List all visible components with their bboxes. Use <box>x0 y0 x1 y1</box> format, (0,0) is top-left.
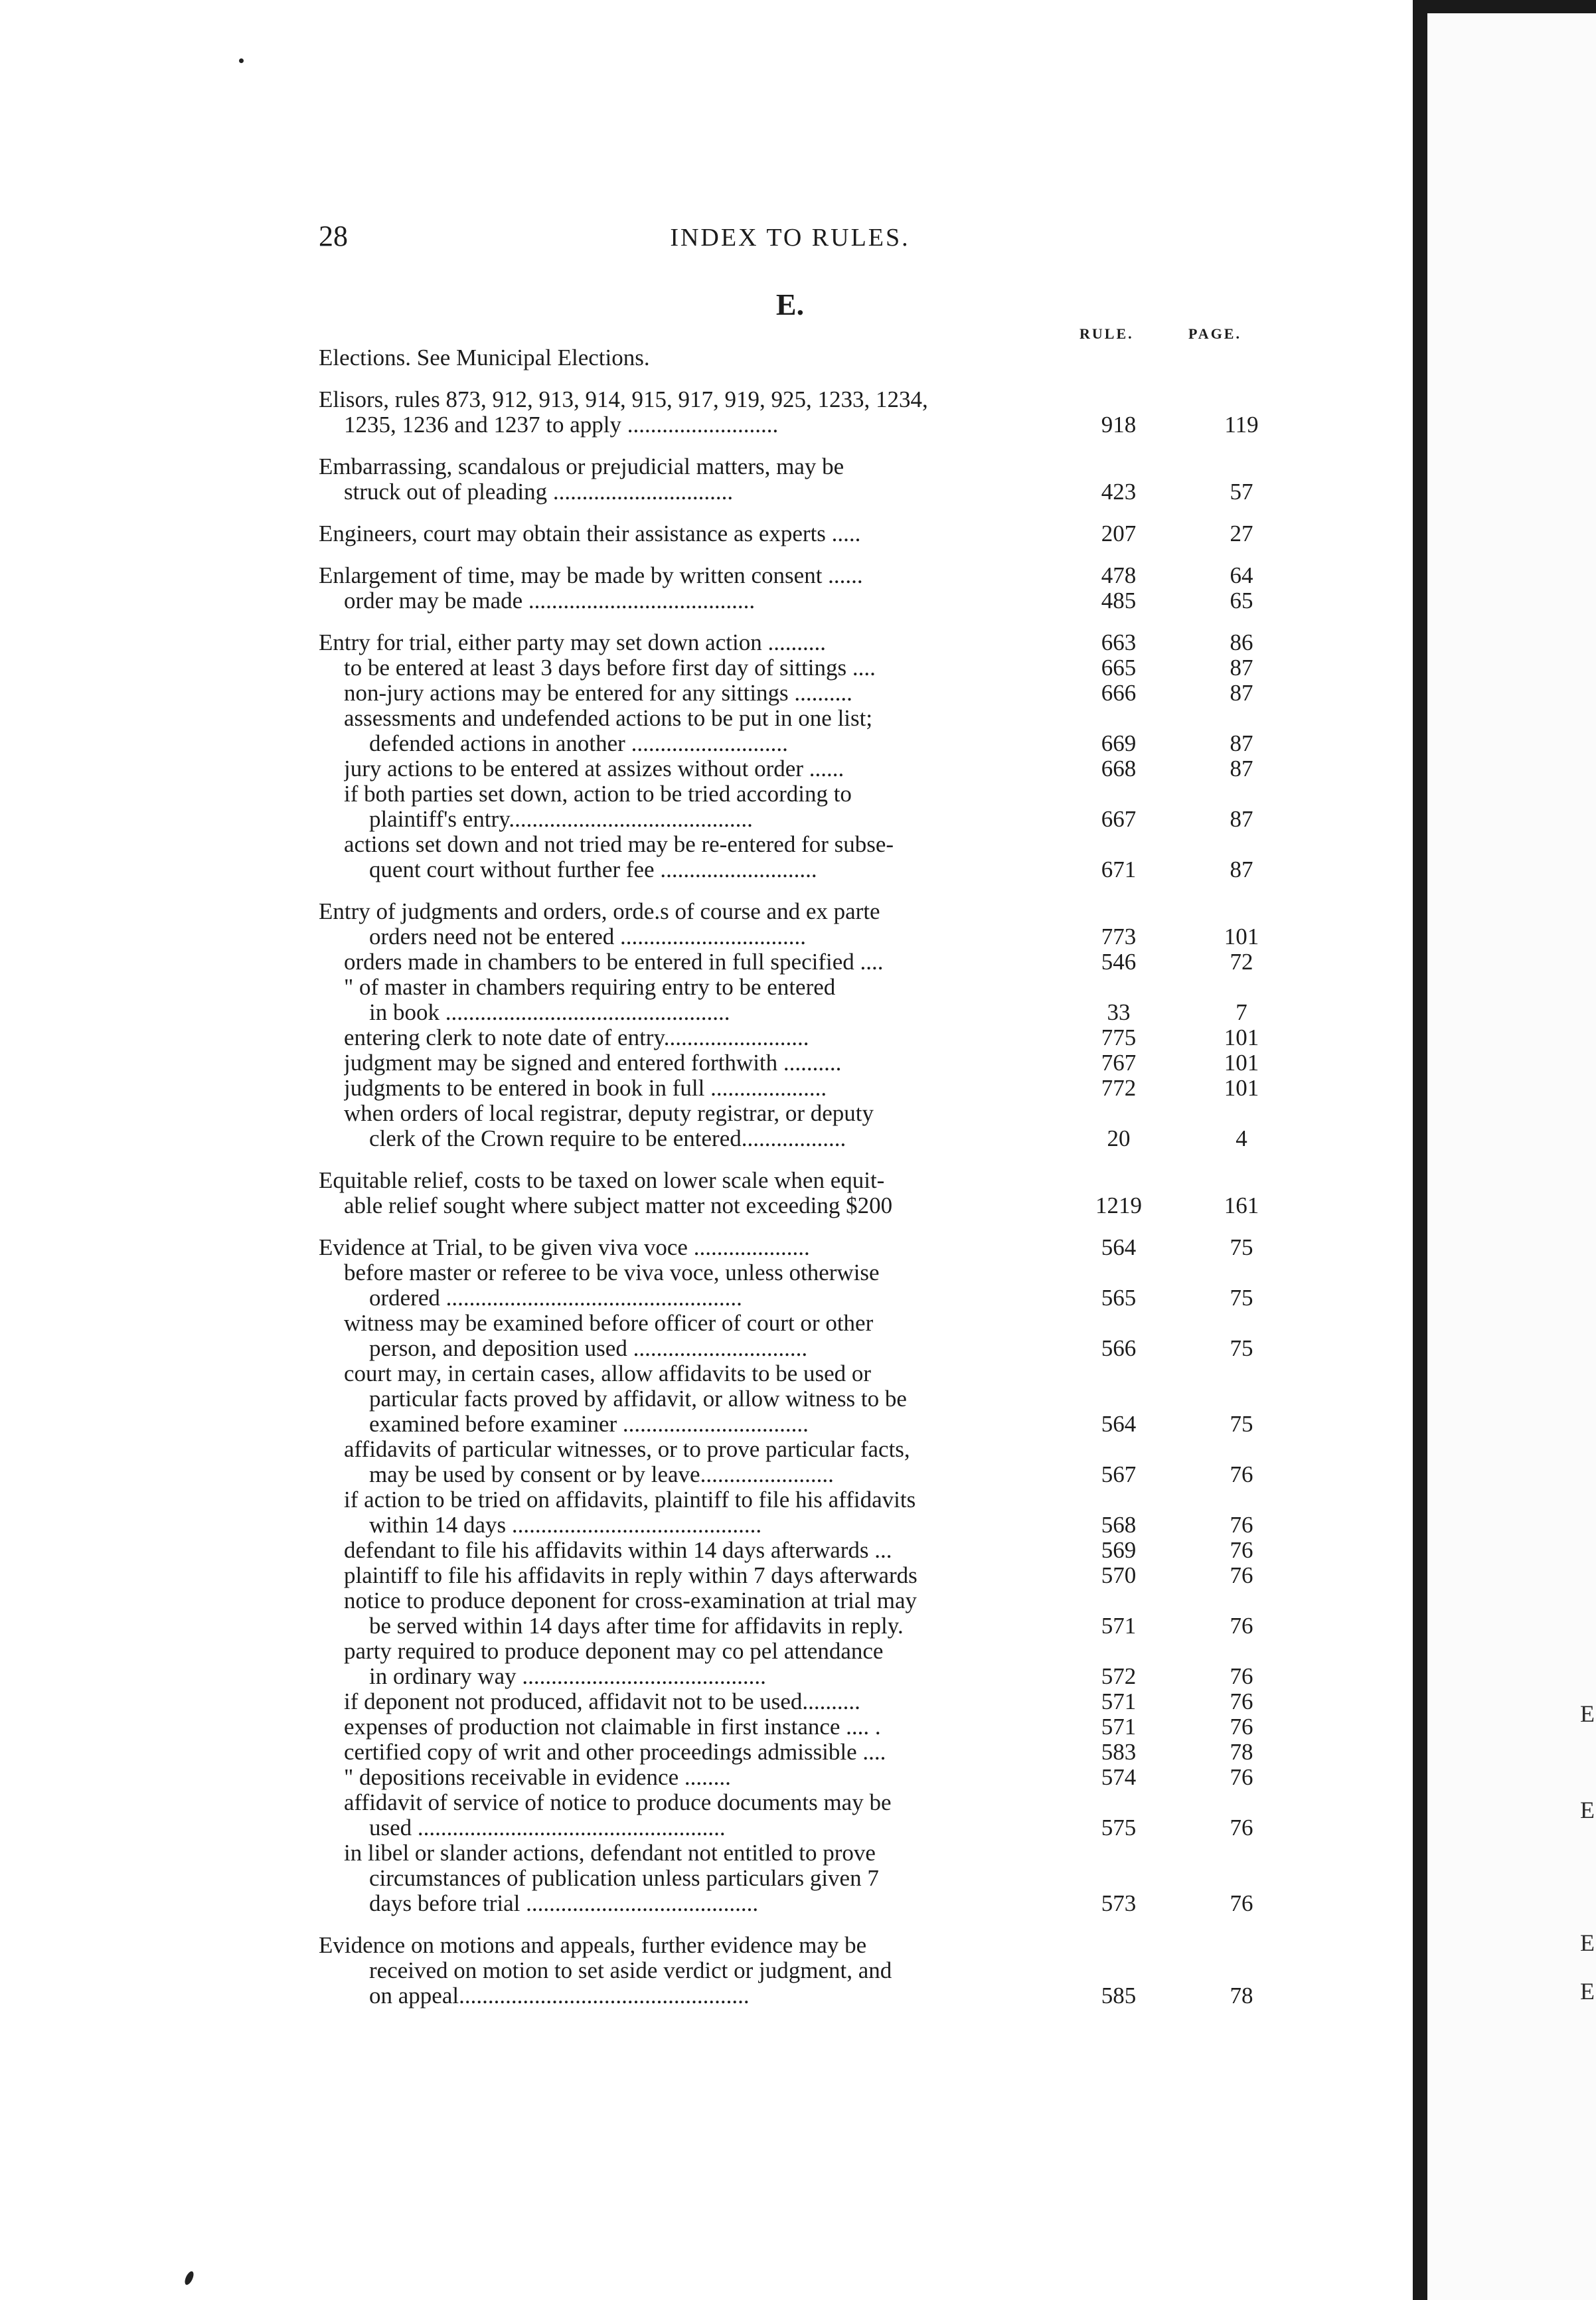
entry-text: clerk of the Crown require to be entered.................. <box>369 1126 846 1151</box>
index-line <box>319 1588 1275 1613</box>
page-number: 28 <box>319 220 348 252</box>
rule-number: 566 <box>1101 1335 1137 1361</box>
entry-text: defended actions in another ........................... <box>369 731 788 756</box>
rule-number: 671 <box>1101 857 1137 882</box>
index-line <box>319 1765 1275 1790</box>
index-entries <box>319 345 1275 2025</box>
adjacent-page-letter: E <box>1580 1978 1595 2005</box>
page-reference: 87 <box>1230 730 1253 756</box>
index-line <box>319 1311 1275 1336</box>
entry-text: before master or referee to be viva voce, unless otherwise <box>344 1260 880 1285</box>
entry-text: Elections. See Municipal Elections. <box>319 345 650 370</box>
index-line <box>319 655 1275 681</box>
index-line <box>319 781 1275 807</box>
index-line <box>319 630 1275 655</box>
index-line <box>319 832 1275 857</box>
index-line <box>319 1126 1275 1151</box>
entry-text: orders made in chambers to be entered in full specified .... <box>344 949 884 975</box>
rule-number: 669 <box>1101 730 1137 756</box>
index-line <box>319 1664 1275 1689</box>
entry-text: in book ................................................. <box>369 1000 730 1025</box>
entry-text: examined before examiner ................................ <box>369 1412 809 1437</box>
entry-text: expenses of production not claimable in first instance .... . <box>344 1714 881 1740</box>
page-reference: 76 <box>1230 1815 1253 1841</box>
entry-text: days before trial ........................................ <box>369 1891 759 1916</box>
entry-text: Entry for trial, either party may set down action .......... <box>319 630 826 655</box>
page-reference: 101 <box>1224 1025 1259 1050</box>
index-line <box>319 1487 1275 1513</box>
rule-number: 478 <box>1101 562 1137 588</box>
rule-number: 571 <box>1101 1714 1137 1740</box>
rule-number: 773 <box>1101 924 1137 949</box>
rule-number: 666 <box>1101 680 1137 706</box>
entry-text: witness may be examined before officer of court or other <box>344 1311 874 1336</box>
page-reference: 72 <box>1230 949 1253 975</box>
index-line <box>319 563 1275 588</box>
rule-number: 33 <box>1107 999 1131 1025</box>
page-reference: 87 <box>1230 857 1253 882</box>
rule-number: 668 <box>1101 756 1137 781</box>
index-line <box>319 1462 1275 1487</box>
entry-text: when orders of local registrar, deputy registrar, or deputy <box>344 1101 874 1126</box>
index-entry <box>319 454 1275 505</box>
page-column-header: PAGE. <box>1188 325 1241 342</box>
entry-text: plaintiff's entry.......................................... <box>369 807 753 832</box>
index-entry <box>319 345 1275 370</box>
entry-text: Engineers, court may obtain their assistance as experts ..... <box>319 521 861 546</box>
index-line <box>319 1235 1275 1260</box>
page-reference: 76 <box>1230 1461 1253 1487</box>
index-line <box>319 1101 1275 1126</box>
index-line <box>319 1050 1275 1076</box>
index-line <box>319 1958 1275 1983</box>
page-reference: 119 <box>1224 412 1259 438</box>
entry-text: judgment may be signed and entered forthwith .......... <box>344 1050 842 1076</box>
page-reference: 75 <box>1230 1335 1253 1361</box>
index-line <box>319 1790 1275 1815</box>
page-reference: 76 <box>1230 1714 1253 1740</box>
entry-text: plaintiff to file his affidavits in reply within 7 days afterwards <box>344 1563 918 1588</box>
entry-text: used ..................................................... <box>369 1815 726 1841</box>
index-line <box>319 1386 1275 1412</box>
index-entry <box>319 563 1275 614</box>
index-line <box>319 1815 1275 1841</box>
entry-text: orders need not be entered ................................ <box>369 924 807 949</box>
entry-text: Equitable relief, costs to be taxed on lower scale when equit- <box>319 1168 885 1193</box>
page-reference: 87 <box>1230 655 1253 681</box>
page-reference: 65 <box>1230 588 1253 614</box>
page-reference: 76 <box>1230 1512 1253 1538</box>
entry-text: ordered ................................................... <box>369 1285 742 1311</box>
page-reference: 161 <box>1224 1192 1259 1218</box>
rule-number: 20 <box>1107 1125 1131 1151</box>
page-reference: 76 <box>1230 1688 1253 1714</box>
index-line <box>319 1412 1275 1437</box>
index-line <box>319 1714 1275 1740</box>
adjacent-page-letter: E <box>1580 1930 1595 1956</box>
index-line <box>319 1076 1275 1101</box>
entry-text: in ordinary way .......................................... <box>369 1664 766 1689</box>
rule-number: 569 <box>1101 1537 1137 1563</box>
entry-text: may be used by consent or by leave....................... <box>369 1462 834 1487</box>
index-line <box>319 706 1275 731</box>
rule-number: 775 <box>1101 1025 1137 1050</box>
page-reference: 87 <box>1230 806 1253 832</box>
entry-text: on appeal.................................................. <box>369 1983 750 2009</box>
index-line <box>319 1740 1275 1765</box>
index-line <box>319 588 1275 614</box>
entry-text: particular facts proved by affidavit, or allow witness to be <box>369 1386 907 1412</box>
index-line <box>319 1866 1275 1891</box>
page-header <box>319 219 1261 259</box>
entry-text: " of master in chambers requiring entry to be entered <box>344 975 836 1000</box>
page-reference: 75 <box>1230 1411 1253 1437</box>
index-line <box>319 924 1275 949</box>
entry-text: " depositions receivable in evidence ........ <box>344 1765 731 1790</box>
index-entry <box>319 387 1275 438</box>
rule-number: 571 <box>1101 1613 1137 1639</box>
index-line <box>319 1613 1275 1639</box>
rule-number: 571 <box>1101 1688 1137 1714</box>
entry-text: be served within 14 days after time for affidavits in reply. <box>369 1613 904 1639</box>
entry-text: non-jury actions may be entered for any sittings .......... <box>344 681 852 706</box>
index-line <box>319 899 1275 924</box>
page-reference: 76 <box>1230 1613 1253 1639</box>
page-reference: 87 <box>1230 756 1253 781</box>
page-reference: 76 <box>1230 1890 1253 1916</box>
index-line <box>319 1260 1275 1285</box>
index-line <box>319 1538 1275 1563</box>
index-entry <box>319 899 1275 1151</box>
entry-text: entering clerk to note date of entry......................... <box>344 1025 809 1050</box>
index-entry <box>319 1168 1275 1218</box>
entry-text: to be entered at least 3 days before first day of sittings .... <box>344 655 876 681</box>
entry-text: judgments to be entered in book in full .................... <box>344 1076 827 1101</box>
entry-text: certified copy of writ and other proceedings admissible .... <box>344 1740 886 1765</box>
index-line <box>319 1193 1275 1218</box>
page-reference: 4 <box>1236 1125 1247 1151</box>
entry-text: quent court without further fee ........................... <box>369 857 817 882</box>
index-entry <box>319 1933 1275 2009</box>
index-line <box>319 345 1275 370</box>
page-reference: 27 <box>1230 521 1253 546</box>
entry-text: Evidence at Trial, to be given viva voce .................... <box>319 1235 810 1260</box>
page-reference: 76 <box>1230 1562 1253 1588</box>
index-line <box>319 1841 1275 1866</box>
page-reference: 7 <box>1236 999 1247 1025</box>
page-reference: 75 <box>1230 1234 1253 1260</box>
rule-number: 564 <box>1101 1411 1137 1437</box>
entry-text: if deponent not produced, affidavit not to be used.......... <box>344 1689 860 1714</box>
entry-text: party required to produce deponent may co pel attendance <box>344 1639 884 1664</box>
entry-text: Enlargement of time, may be made by written consent ...... <box>319 563 863 588</box>
speck <box>183 2270 195 2286</box>
rule-number: 573 <box>1101 1890 1137 1916</box>
rule-number: 574 <box>1101 1764 1137 1790</box>
rule-number: 665 <box>1101 655 1137 681</box>
index-line <box>319 1639 1275 1664</box>
rule-number: 918 <box>1101 412 1137 438</box>
entry-text: if action to be tried on affidavits, plaintiff to file his affidavits <box>344 1487 916 1513</box>
rule-number: 565 <box>1101 1285 1137 1311</box>
index-line <box>319 479 1275 505</box>
entry-text: if both parties set down, action to be tried according to <box>344 781 852 807</box>
index-line <box>319 1025 1275 1050</box>
entry-text: Evidence on motions and appeals, further evidence may be <box>319 1933 867 1958</box>
entry-text: Elisors, rules 873, 912, 913, 914, 915, 917, 919, 925, 1233, 1234, <box>319 387 928 412</box>
page-reference: 86 <box>1230 629 1253 655</box>
entry-text: person, and deposition used .............................. <box>369 1336 808 1361</box>
index-line <box>319 681 1275 706</box>
page-reference: 76 <box>1230 1764 1253 1790</box>
page-reference: 76 <box>1230 1537 1253 1563</box>
page-reference: 101 <box>1224 924 1259 949</box>
rule-number: 585 <box>1101 1983 1137 2009</box>
index-line <box>319 756 1275 781</box>
adjacent-page-letter: E <box>1580 1797 1595 1823</box>
rule-number: 568 <box>1101 1512 1137 1538</box>
rule-number: 663 <box>1101 629 1137 655</box>
entry-text: assessments and undefended actions to be put in one list; <box>344 706 873 731</box>
index-line <box>319 1361 1275 1386</box>
index-line <box>319 975 1275 1000</box>
index-line <box>319 454 1275 479</box>
page-reference: 87 <box>1230 680 1253 706</box>
index-line <box>319 412 1275 438</box>
page-reference: 101 <box>1224 1050 1259 1076</box>
page-reference: 101 <box>1224 1075 1259 1101</box>
rule-number: 667 <box>1101 806 1137 832</box>
page-reference: 76 <box>1230 1663 1253 1689</box>
page-reference: 78 <box>1230 1739 1253 1765</box>
index-line <box>319 1689 1275 1714</box>
page-reference: 75 <box>1230 1285 1253 1311</box>
entry-text: Entry of judgments and orders, orde.s of course and ex parte <box>319 899 880 924</box>
index-line <box>319 1000 1275 1025</box>
entry-text: struck out of pleading ............................... <box>344 479 734 505</box>
index-entry <box>319 1235 1275 1916</box>
rule-number: 767 <box>1101 1050 1137 1076</box>
entry-text: within 14 days ........................................... <box>369 1513 762 1538</box>
rule-number: 772 <box>1101 1075 1137 1101</box>
index-line <box>319 1437 1275 1462</box>
entry-text: actions set down and not tried may be re-entered for subse- <box>344 832 894 857</box>
index-entry <box>319 630 1275 882</box>
page-title: INDEX TO RULES. <box>670 224 910 252</box>
entry-text: jury actions to be entered at assizes without order ...... <box>344 756 844 781</box>
index-line <box>319 1513 1275 1538</box>
index-line <box>319 949 1275 975</box>
rule-number: 572 <box>1101 1663 1137 1689</box>
entry-text: circumstances of publication unless particulars given 7 <box>369 1866 879 1891</box>
entry-text: defendant to file his affidavits within 14 days afterwards ... <box>344 1538 892 1563</box>
page-reference: 64 <box>1230 562 1253 588</box>
index-line <box>319 1933 1275 1958</box>
index-line <box>319 1891 1275 1916</box>
rule-column-header: RULE. <box>1079 325 1134 342</box>
index-line <box>319 1563 1275 1588</box>
rule-number: 423 <box>1101 479 1137 505</box>
index-entry <box>319 521 1275 546</box>
rule-number: 575 <box>1101 1815 1137 1841</box>
entry-text: affidavits of particular witnesses, or to prove particular facts, <box>344 1437 910 1462</box>
page-reference: 78 <box>1230 1983 1253 2009</box>
page-reference: 57 <box>1230 479 1253 505</box>
index-line <box>319 807 1275 832</box>
rule-number: 583 <box>1101 1739 1137 1765</box>
entry-text: able relief sought where subject matter not exceeding $200 <box>344 1193 893 1218</box>
entry-text: Embarrassing, scandalous or prejudicial matters, may be <box>319 454 844 479</box>
rule-number: 207 <box>1101 521 1137 546</box>
rule-number: 567 <box>1101 1461 1137 1487</box>
adjacent-page-edge <box>1427 13 1596 2300</box>
rule-number: 564 <box>1101 1234 1137 1260</box>
index-line <box>319 1285 1275 1311</box>
entry-text: affidavit of service of notice to produce documents may be <box>344 1790 892 1815</box>
entry-text: received on motion to set aside verdict or judgment, and <box>369 1958 892 1983</box>
index-line <box>319 387 1275 412</box>
index-line <box>319 521 1275 546</box>
rule-number: 570 <box>1101 1562 1137 1588</box>
rule-number: 485 <box>1101 588 1137 614</box>
index-line <box>319 731 1275 756</box>
index-line <box>319 1983 1275 2009</box>
index-line <box>319 1336 1275 1361</box>
index-line <box>319 1168 1275 1193</box>
entry-text: order may be made ....................................... <box>344 588 756 614</box>
speck <box>239 58 244 63</box>
section-letter: E. <box>775 288 805 321</box>
entry-text: notice to produce deponent for cross-examination at trial may <box>344 1588 918 1613</box>
entry-text: court may, in certain cases, allow affidavits to be used or <box>344 1361 872 1386</box>
rule-number: 546 <box>1101 949 1137 975</box>
entry-text: 1235, 1236 and 1237 to apply .......................... <box>344 412 779 438</box>
rule-number: 1219 <box>1095 1192 1142 1218</box>
entry-text: in libel or slander actions, defendant not entitled to prove <box>344 1841 876 1866</box>
adjacent-page-letter: E <box>1580 1700 1595 1727</box>
index-line <box>319 857 1275 882</box>
